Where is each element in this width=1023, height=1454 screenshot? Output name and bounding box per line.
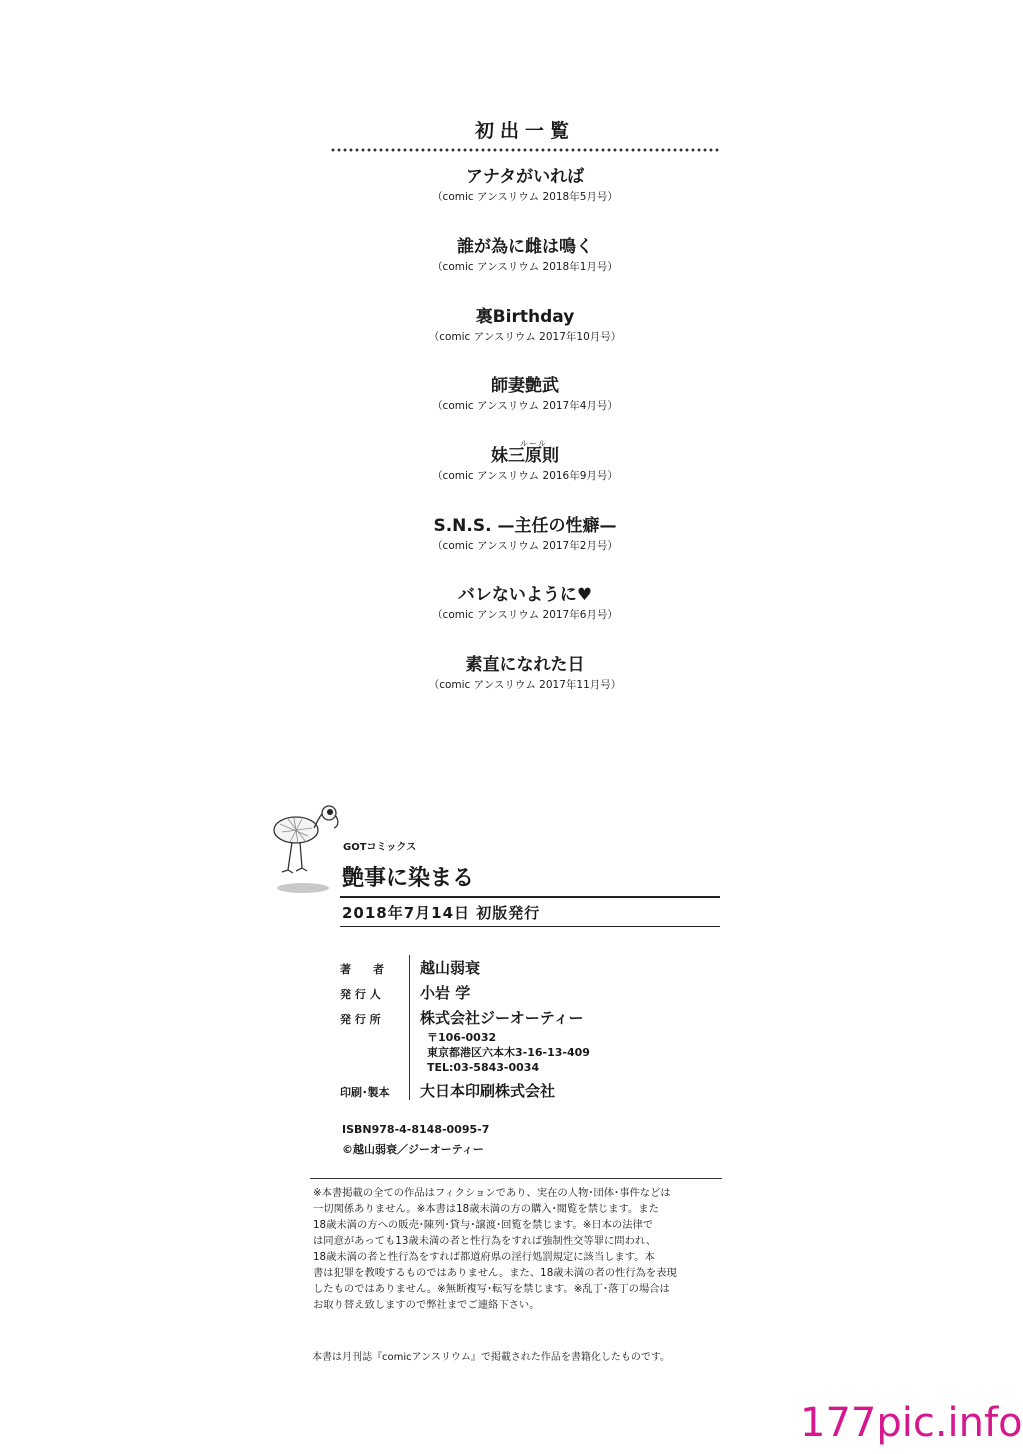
toc-entry-title: バレないように♥ — [457, 585, 593, 605]
publication-date: 2018年7月14日 初版発行 — [342, 904, 541, 922]
credit-label: 著 者 — [340, 963, 384, 976]
toc-entry-source: （comic アンスリウム 2017年6月号） — [432, 609, 618, 621]
publisher-person: 小岩 学 — [420, 984, 471, 1002]
toc-heading: 初出一覧 — [474, 120, 575, 142]
divider — [340, 926, 720, 927]
toc-entry — [330, 655, 720, 692]
bird-logo-icon — [268, 800, 348, 895]
divider — [340, 896, 720, 898]
phone-number: TEL:03-5843-0034 — [427, 1061, 540, 1074]
dotted-divider — [330, 148, 720, 152]
toc-entry — [330, 237, 720, 274]
toc-entry-title: アナタがいれば — [465, 167, 585, 187]
notice-line: 18歳未満の者と性行為をすれば都道府県の淫行処罰規定に該当します。本 — [313, 1251, 655, 1263]
notice-line: ※本書掲載の全ての作品はフィクションであり、実在の人物･団体･事件などは — [313, 1187, 671, 1199]
author-name: 越山弱衰 — [420, 959, 481, 977]
credit-label: 印刷･製本 — [340, 1086, 390, 1099]
toc-entry — [330, 585, 720, 622]
toc-entry-title: 誰が為に雌は鳴く — [457, 237, 593, 257]
postal-code: 〒106-0032 — [427, 1031, 497, 1044]
toc-entry-ruby: ルール — [520, 439, 547, 448]
watermark: 177pic.info — [800, 1400, 1023, 1446]
toc-entry-title: 裏Birthday — [475, 307, 575, 327]
isbn: ISBN978-4-8148-0095-7 — [342, 1123, 490, 1136]
notice-line: は同意があっても13歳未満の者と性行為をすれば強制性交等罪に問われ、 — [313, 1235, 657, 1247]
toc-entry — [330, 167, 720, 204]
copyright: ©越山弱衰／ジーオーティー — [342, 1143, 484, 1156]
toc-entry-source: （comic アンスリウム 2017年11月号） — [428, 679, 622, 691]
credits-divider — [409, 955, 410, 1100]
credit-label: 発 行 所 — [340, 1013, 381, 1026]
toc-entry-source: （comic アンスリウム 2016年9月号） — [432, 470, 618, 482]
notice-line: お取り替え致しますので弊社までご連絡下さい。 — [313, 1299, 540, 1311]
notice-line: したものではありません。※無断複写･転写を禁じます。※乱丁･落丁の場合は — [313, 1283, 670, 1295]
printer-name: 大日本印刷株式会社 — [420, 1082, 556, 1100]
book-title: 艶事に染まる — [342, 866, 475, 891]
credit-label: 発 行 人 — [340, 988, 381, 1001]
toc-entry-title: 素直になれた日 — [465, 655, 585, 675]
address-line: 東京都港区六本木3-16-13-409 — [427, 1046, 590, 1059]
toc-entry-title: 妹三原則 — [491, 446, 559, 466]
series-label: GOTコミックス — [343, 842, 417, 853]
footnote: 本書は月刊誌『comicアンスリウム』で掲載された作品を書籍化したものです。 — [312, 1352, 671, 1363]
notice-line: 18歳未満の方への販売･陳列･貸与･譲渡･回覧を禁じます。※日本の法律で — [313, 1219, 654, 1231]
toc-entry-title: 師妻艶武 — [491, 376, 559, 396]
toc-entry-source: （comic アンスリウム 2018年1月号） — [432, 261, 618, 273]
divider — [310, 1178, 722, 1179]
toc-entry-source: （comic アンスリウム 2017年4月号） — [432, 400, 618, 412]
notice-line: 一切関係ありません。※本書は18歳未満の方の購入･閲覧を禁じます。また — [313, 1203, 659, 1215]
toc-entry-source: （comic アンスリウム 2018年5月号） — [432, 191, 618, 203]
publisher-company: 株式会社ジーオーティー — [420, 1009, 584, 1027]
toc-entry — [330, 439, 720, 483]
toc-entry-source: （comic アンスリウム 2017年10月号） — [428, 331, 622, 343]
toc-entry — [330, 516, 720, 553]
toc-entry — [330, 307, 720, 344]
toc-entry-title: S.N.S. —主任の性癖— — [433, 516, 617, 536]
toc-entry-source: （comic アンスリウム 2017年2月号） — [432, 540, 618, 552]
notice-line: 書は犯罪を教唆するものではありません。また、18歳未満の者の性行為を表現 — [313, 1267, 677, 1279]
toc-entry — [330, 376, 720, 413]
